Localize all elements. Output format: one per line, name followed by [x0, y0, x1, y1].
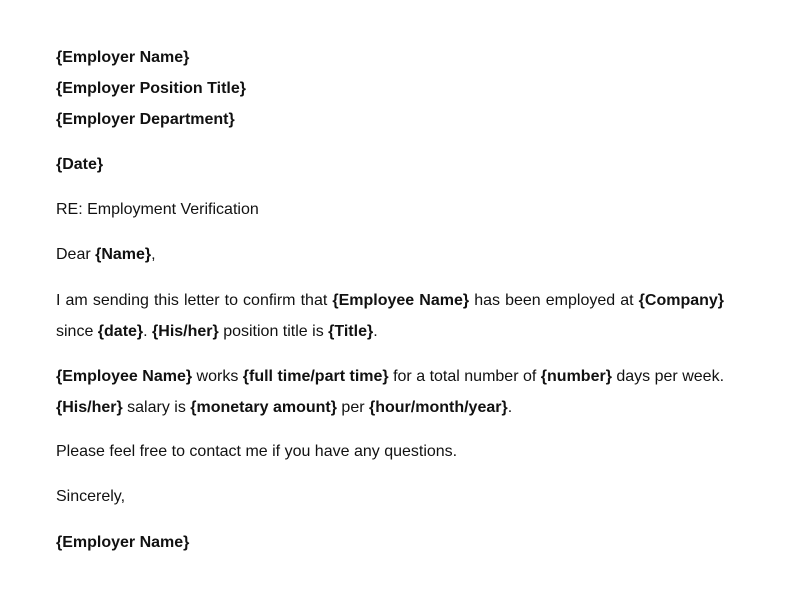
- letter-date: {Date}: [56, 156, 104, 173]
- full-part-time-field: {full time/part time}: [242, 368, 389, 385]
- salutation: Dear {Name},: [56, 246, 156, 263]
- re-line: RE: Employment Verification: [56, 201, 259, 218]
- contact-line: Please feel free to contact me if you have any questions.: [56, 443, 458, 460]
- paragraph-work-details: {Employee Name} works {full time/part time} for a total number of {number} days per week. {His/her} salary is {monetary amount} per {hour/month/year}.: [56, 368, 725, 416]
- his-her-field: {His/her}: [152, 323, 219, 340]
- period-field: {hour/month/year}: [369, 399, 508, 416]
- his-her-field: {His/her}: [56, 399, 123, 416]
- employee-name-field: {Employee Name}: [56, 368, 193, 385]
- signature: {Employer Name}: [56, 534, 190, 551]
- monetary-amount-field: {monetary amount}: [190, 399, 337, 416]
- paragraph-employment: I am sending this letter to confirm that {Employee Name} has been employed at {Company} since {date}. {His/her} position title is {Title}.: [56, 292, 725, 340]
- salutation-name: {Name}: [95, 246, 152, 263]
- employee-name-field: {Employee Name}: [332, 292, 470, 309]
- date-field: {date}: [97, 323, 144, 340]
- company-field: {Company}: [638, 292, 725, 309]
- employer-department: {Employer Department}: [56, 111, 235, 128]
- title-field: {Title}: [328, 323, 374, 340]
- employer-name-header: {Employer Name}: [56, 49, 190, 66]
- closing: Sincerely,: [56, 488, 126, 505]
- number-field: {number}: [540, 368, 612, 385]
- employer-position-title: {Employer Position Title}: [56, 80, 246, 97]
